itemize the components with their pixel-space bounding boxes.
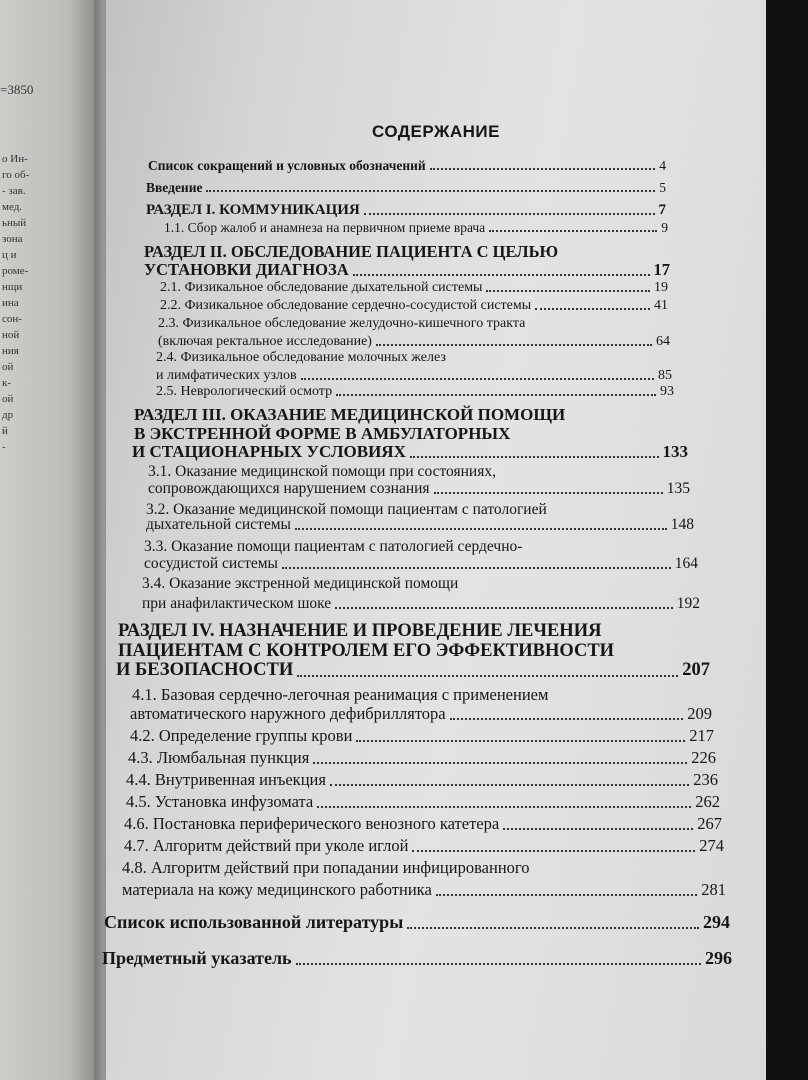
toc-entry-4-7	[124, 836, 724, 856]
toc-entry-abbreviations	[148, 158, 666, 174]
toc-entry-4-2	[130, 726, 714, 746]
leader-dots	[282, 567, 671, 569]
page-number: 262	[695, 792, 720, 811]
leader-dots	[430, 168, 656, 170]
toc-entry-3-3-line1: 3.3. Оказание помощи пациентам с патологией сердечно-	[144, 538, 523, 555]
section-4-title-line1: РАЗДЕЛ IV. НАЗНАЧЕНИЕ И ПРОВЕДЕНИЕ ЛЕЧЕНИЯ	[118, 621, 602, 641]
toc-section-2	[144, 260, 670, 280]
entry-label: 1.1. Сбор жалоб и анамнеза на первичном приеме врача	[164, 220, 486, 235]
left-page	[0, 0, 98, 1080]
section-title: И БЕЗОПАСНОСТИ	[116, 660, 294, 680]
leader-dots	[353, 274, 650, 276]
toc-entry-2-5	[156, 384, 674, 400]
toc-entry-introduction	[146, 180, 666, 196]
toc-entry-4-1-line1: 4.1. Базовая сердечно-легочная реанимация с применением	[132, 685, 549, 704]
left-page-fragment: ц и	[2, 249, 17, 261]
left-page-fragment: -	[2, 441, 6, 453]
entry-label: 2.5. Неврологический осмотр	[156, 384, 333, 399]
entry-label: сосудистой системы	[144, 555, 278, 572]
toc-entry-2-2	[160, 298, 668, 314]
left-page-fragment: ния	[2, 345, 19, 357]
page-number: 148	[670, 516, 694, 533]
page-number: 85	[658, 368, 672, 383]
page-number: 164	[674, 555, 698, 572]
page-number: 64	[656, 334, 670, 349]
toc-page	[102, 0, 766, 1080]
left-page-number: =3850	[0, 82, 34, 97]
page-number: 17	[653, 260, 670, 279]
section-4-title-line2: ПАЦИЕНТАМ С КОНТРОЛЕМ ЕГО ЭФФЕКТИВНОСТИ	[118, 641, 615, 661]
toc-entry-4-4	[126, 770, 718, 790]
page-number: 9	[661, 220, 668, 235]
toc-entry-2-3-line1: 2.3. Физикальное обследование желудочно-кишечного тракта	[158, 316, 526, 331]
toc-entry-4-3	[128, 748, 716, 768]
toc-entry-2-1	[160, 280, 668, 296]
page-number: 267	[697, 814, 722, 833]
left-page-fragment: ой	[2, 393, 14, 405]
left-page-fragment: ой	[2, 361, 14, 373]
leader-dots	[434, 492, 663, 494]
entry-label: 4.5. Установка инфузомата	[126, 792, 314, 811]
toc-entry-index	[102, 948, 732, 969]
toc-entry-2-4-line1: 2.4. Физикальное обследование молочных желез	[156, 350, 446, 365]
entry-label: 4.4. Внутривенная инъекция	[126, 770, 326, 789]
page-number: 135	[666, 480, 690, 497]
leader-dots	[317, 806, 691, 808]
entry-label: 4.2. Определение группы крови	[130, 726, 353, 745]
left-page-fragment: к-	[2, 377, 12, 389]
toc-section-1	[146, 202, 666, 219]
toc-entry-4-6	[124, 814, 722, 834]
left-page-fragment: роме-	[2, 265, 29, 277]
left-page-fragment: ной	[2, 329, 20, 341]
page-number: 5	[659, 180, 666, 195]
entry-label: 4.6. Постановка периферического венозного катетера	[124, 814, 500, 833]
left-page-fragment: ина	[2, 297, 19, 309]
toc-section-4	[116, 660, 710, 681]
entry-label: (включая ректальное исследование)	[158, 334, 372, 349]
page-number: 296	[705, 948, 732, 968]
left-page-fragment: го об-	[2, 169, 30, 181]
leader-dots	[436, 894, 697, 896]
entry-label: материала на кожу медицинского работника	[122, 880, 432, 899]
toc-title: СОДЕРЖАНИЕ	[372, 122, 500, 141]
entry-label: Предметный указатель	[102, 948, 292, 968]
leader-dots	[410, 456, 659, 458]
toc-entry-4-1	[130, 704, 712, 724]
section-title: УСТАНОВКИ ДИАГНОЗА	[144, 260, 349, 279]
leader-dots	[356, 740, 685, 742]
leader-dots	[301, 378, 654, 380]
left-page-fragment: др	[2, 409, 14, 421]
page-number: 207	[682, 660, 710, 680]
leader-dots	[296, 963, 701, 965]
page-number: 4	[659, 158, 666, 173]
page-number: 226	[691, 748, 716, 767]
leader-dots	[535, 308, 650, 310]
toc-entry-3-2	[146, 516, 694, 534]
page-number: 192	[676, 595, 700, 612]
toc-entry-3-3	[144, 555, 698, 573]
toc-entry-references	[104, 912, 730, 933]
left-page-fragment: нщи	[2, 281, 23, 293]
entry-label: Введение	[146, 180, 203, 195]
toc-entry-3-1-line1: 3.1. Оказание медицинской помощи при состояниях,	[148, 463, 496, 480]
leader-dots	[297, 675, 678, 677]
entry-label: 4.3. Люмбальная пункция	[128, 748, 310, 767]
toc-entry-4-8	[122, 880, 726, 900]
toc-entry-2-3	[158, 334, 670, 350]
toc-entry-3-1	[148, 480, 690, 498]
left-page-fragment: о Ин-	[2, 153, 28, 165]
section-title: РАЗДЕЛ I. КОММУНИКАЦИЯ	[146, 202, 360, 218]
entry-label: автоматического наружного дефибриллятора	[130, 704, 446, 723]
left-page-fragment: й	[2, 425, 8, 437]
entry-label: сопровождающихся нарушением сознания	[148, 480, 430, 497]
toc-entry-1-1	[164, 220, 668, 236]
entry-label: дыхательной системы	[146, 516, 291, 533]
page-number: 133	[662, 442, 688, 461]
entry-label: и лимфатических узлов	[156, 368, 297, 383]
section-2-title-line1: РАЗДЕЛ II. ОБСЛЕДОВАНИЕ ПАЦИЕНТА С ЦЕЛЬЮ	[144, 242, 559, 261]
toc-entry-2-4	[156, 368, 672, 384]
entry-label: 4.7. Алгоритм действий при уколе иглой	[124, 836, 409, 855]
left-page-fragment: - зав.	[2, 185, 26, 197]
leader-dots	[335, 607, 673, 609]
toc-section-3	[132, 442, 688, 462]
leader-dots	[295, 528, 667, 530]
leader-dots	[450, 718, 684, 720]
toc-entry-3-4-line1: 3.4. Оказание экстренной медицинской помощи	[142, 575, 459, 592]
leader-dots	[412, 850, 695, 852]
table-of-contents	[102, 0, 766, 1080]
left-page-fragment: зона	[2, 233, 23, 245]
page-number: 217	[689, 726, 714, 745]
leader-dots	[489, 230, 657, 232]
page-number: 281	[701, 880, 726, 899]
section-3-title-line1: РАЗДЕЛ III. ОКАЗАНИЕ МЕДИЦИНСКОЙ ПОМОЩИ	[134, 405, 566, 424]
toc-entry-4-5	[126, 792, 720, 812]
section-title: И СТАЦИОНАРНЫХ УСЛОВИЯХ	[132, 442, 406, 461]
page-number: 7	[658, 202, 666, 218]
entry-label: Список использованной литературы	[104, 912, 404, 932]
leader-dots	[206, 190, 655, 192]
page-number: 294	[703, 912, 730, 932]
left-page-fragment: мед.	[2, 201, 23, 213]
page-number: 209	[687, 704, 712, 723]
page-number: 19	[654, 280, 668, 295]
toc-entry-4-8-line1: 4.8. Алгоритм действий при попадании инфицированного	[122, 858, 530, 877]
entry-label: при анафилактическом шоке	[142, 595, 332, 612]
left-page-fragment: ьный	[2, 217, 27, 229]
page-number: 236	[693, 770, 718, 789]
background-shadow	[766, 0, 808, 1080]
page-number: 41	[654, 298, 668, 313]
left-page-fragment: сон-	[2, 313, 22, 325]
leader-dots	[486, 290, 650, 292]
toc-entry-3-2-line1: 3.2. Оказание медицинской помощи пациентам с патологией	[146, 501, 547, 518]
leader-dots	[364, 213, 655, 215]
leader-dots	[376, 344, 652, 346]
entry-label: Список сокращений и условных обозначений	[148, 158, 426, 173]
leader-dots	[336, 394, 656, 396]
entry-label: 2.2. Физикальное обследование сердечно-сосудистой системы	[160, 298, 532, 313]
leader-dots	[407, 927, 699, 929]
leader-dots	[330, 784, 689, 786]
page-number: 93	[660, 384, 674, 399]
toc-entry-3-4	[142, 595, 700, 613]
leader-dots	[313, 762, 687, 764]
leader-dots	[503, 828, 693, 830]
section-3-title-line2: В ЭКСТРЕННОЙ ФОРМЕ В АМБУЛАТОРНЫХ	[134, 424, 511, 443]
entry-label: 2.1. Физикальное обследование дыхательной системы	[160, 280, 483, 295]
page-number: 274	[699, 836, 724, 855]
